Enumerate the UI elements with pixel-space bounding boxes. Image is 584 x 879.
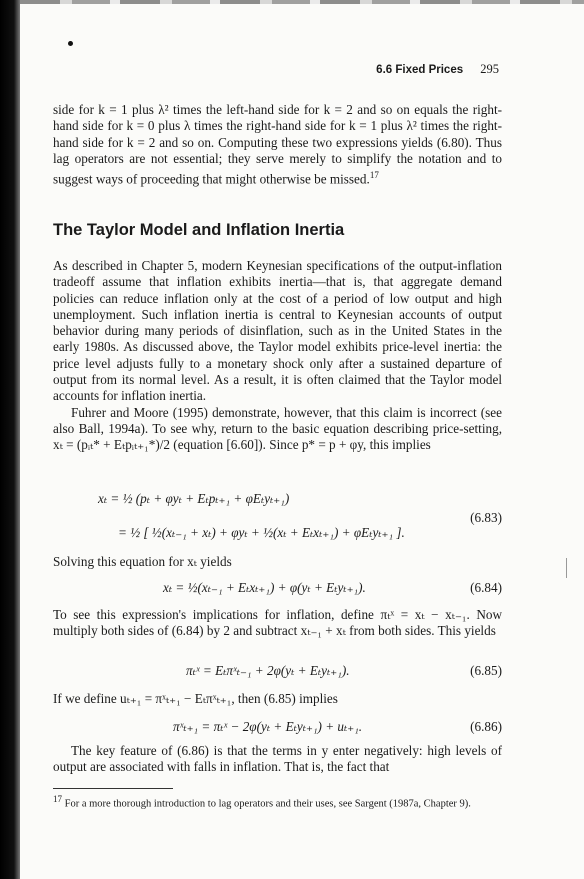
equation-6-83a — [53, 491, 502, 509]
section-title: 6.6 Fixed Prices — [376, 64, 464, 76]
paragraph-4 — [53, 607, 502, 640]
bullet-mark — [68, 41, 73, 46]
paragraph-6-text: The key feature of (6.86) is that the terms in y enter negatively: high levels of output are associated with falls in inflation. That is, the fact that — [53, 743, 502, 775]
paragraph-4-text: To see this expression's implications for inflation, define πₜˣ = xₜ − xₜ₋₁. Now multiply both sides of (6.84) by 2 and subtract xₜ₋₁ + xₜ from both sides. This yields — [53, 607, 502, 639]
equation-number: (6.83) — [470, 510, 502, 525]
page-number: 295 — [480, 62, 499, 76]
paragraph-1-text: As described in Chapter 5, modern Keynesian specifications of the output-inflation tradeoff assume that inflation exhibits inertia—that is, that aggregate demand policies can reduce inflation only at the cost of a period of low output and high unemployment. Such inflation inertia is central to Keynesian accounts of output behavior during many periods of disinflation, such as in the United States in the early 1980s. As discussed above, the Taylor model exhibits price-level inertia: the price level adjusts fully to a monetary shock only after a sustained departure of output from its normal level. As a result, it is often claimed that the Taylor model accounts for inflation inertia. — [53, 258, 502, 404]
section-heading: The Taylor Model and Inflation Inertia — [53, 221, 345, 239]
paragraph-3 — [53, 554, 502, 570]
equation-text: xₜ = ½ (pₜ + φyₜ + Eₜpₜ₊₁ + φEₜyₜ₊₁) — [98, 491, 290, 506]
paragraph-2-text: Fuhrer and Moore (1995) demonstrate, however, that this claim is incorrect (see also Ball, 1994a). To see why, return to the basic equation describing price-setting, xₜ = (pᵢₜ* + Eₜpᵢₜ₊₁*)/2 (equation [6.60]). Since p* = p + φy, this implies — [53, 404, 502, 453]
book-binding-shadow — [0, 0, 20, 879]
scan-edge — [20, 0, 584, 4]
intro-paragraph — [53, 102, 502, 188]
equation-6-84 — [53, 580, 502, 598]
equation-text: πₜˣ = Eₜπˣₜ₋₁ + 2φ(yₜ + Eₜyₜ₊₁). — [186, 663, 350, 678]
paragraph-5 — [53, 691, 502, 707]
paragraph-3-text: Solving this equation for xₜ yields — [53, 554, 232, 569]
equation-text: = ½ [ ½(xₜ₋₁ + xₜ) + φyₜ + ½(xₜ + Eₜxₜ₊₁) + φEₜyₜ₊₁ ]. — [118, 525, 405, 540]
equation-number: (6.85) — [470, 663, 502, 678]
paragraph-1 — [53, 258, 502, 454]
equation-6-86 — [53, 719, 502, 737]
equation-6-83b — [53, 525, 502, 543]
paragraph-6 — [53, 743, 502, 776]
margin-mark — [566, 558, 567, 578]
paragraph-5-text: If we define uₜ₊₁ = πˣₜ₊₁ − Eₜπˣₜ₊₁, then (6.85) implies — [53, 691, 338, 706]
footnote-rule — [53, 788, 173, 789]
equation-number: (6.84) — [470, 580, 502, 595]
equation-text: πˣₜ₊₁ = πₜˣ − 2φ(yₜ + Eₜyₜ₊₁) + uₜ₊₁. — [173, 719, 363, 734]
footnote — [53, 792, 502, 812]
running-header — [376, 62, 499, 77]
footnote-ref: 17 — [369, 170, 379, 181]
footnote-text: For a more thorough introduction to lag operators and their uses, see Sargent (1987a, Chapter 9). — [64, 798, 471, 810]
equation-number: (6.86) — [470, 719, 502, 734]
intro-text: side for k = 1 plus λ² times the left-hand side for k = 2 and so on equals the right-hand side for k = 0 plus λ times the right-hand side for k = 1 plus λ² times the right-hand side for k = 2 and so on. Computing these two expressions yields (6.80). Thus lag operators are not essential; they serve merely to simplify the notation and to suggest ways of proceeding that might otherwise be missed. — [53, 102, 502, 187]
equation-6-85 — [53, 663, 502, 681]
equation-text: xₜ = ½(xₜ₋₁ + Eₜxₜ₊₁) + φ(yₜ + Eₜyₜ₊₁). — [163, 580, 366, 595]
footnote-number: 17 — [53, 794, 62, 804]
